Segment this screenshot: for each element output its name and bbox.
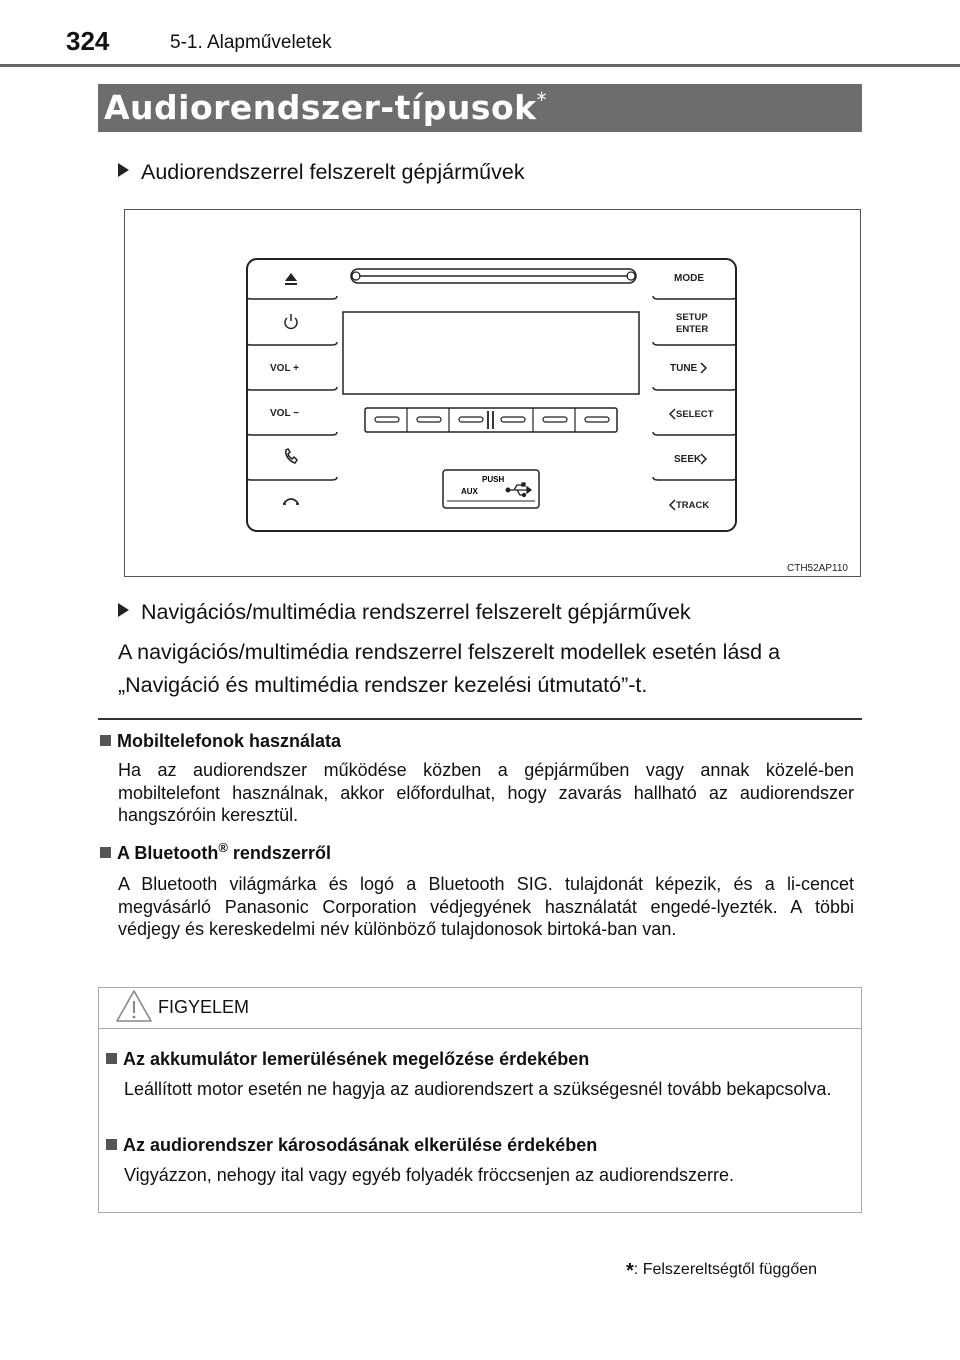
square-bullet-icon — [106, 1139, 117, 1150]
warning-item-2-heading — [106, 1135, 597, 1156]
nav-reference-line2: „Navigáció és multimédia rendszer kezelési útmutató”-t. — [118, 673, 648, 697]
mode-label: MODE — [674, 273, 704, 284]
section-title — [104, 88, 547, 127]
bluetooth-heading-pre: A Bluetooth — [117, 843, 219, 863]
vol-down-label: VOL − — [270, 408, 299, 419]
section-divider — [98, 718, 862, 720]
hang-up-icon — [283, 499, 299, 504]
page-number: 324 — [66, 26, 110, 56]
nav-reference-line1: A navigációs/multimédia rendszerrel felszerelt modellek esetén lásd a — [118, 640, 781, 664]
aux-label: AUX — [461, 487, 478, 496]
triangle-bullet-icon — [118, 603, 129, 617]
audio-unit-figure — [124, 209, 861, 577]
square-bullet-icon — [100, 847, 111, 858]
chapter-title: 5-1. Alapműveletek — [170, 32, 332, 53]
footnote-asterisk: * — [626, 1260, 634, 1282]
display-screen — [343, 312, 639, 394]
setup-label: SETUP — [676, 312, 708, 323]
preset-button-row — [365, 408, 617, 432]
enter-label: ENTER — [676, 324, 709, 335]
bullet-nav-equipped — [118, 600, 691, 625]
warning-item-1-heading-text: Az akkumulátor lemerülésének megelőzése érdekében — [123, 1049, 590, 1069]
square-bullet-icon — [100, 735, 111, 746]
bullet-audio-equipped-text: Audiorendszerrel felszerelt gépjárművek — [141, 160, 525, 184]
triangle-bullet-icon — [118, 163, 129, 177]
bullet-nav-equipped-text: Navigációs/multimédia rendszerrel felszerelt gépjárművek — [141, 600, 691, 624]
warning-header-separator — [99, 1028, 861, 1029]
seek-right-chevron-icon — [701, 454, 706, 464]
track-label: TRACK — [676, 500, 710, 511]
square-bullet-icon — [106, 1053, 117, 1064]
mobile-section-heading-text: Mobiltelefonok használata — [117, 731, 342, 751]
nav-reference-paragraph — [118, 636, 862, 702]
warning-triangle-icon — [114, 988, 154, 1024]
bluetooth-heading-post: rendszerről — [227, 843, 331, 863]
usb-icon — [506, 483, 531, 497]
footnote-text: : Felszereltségtől függően — [633, 1261, 818, 1278]
power-icon — [285, 314, 297, 328]
tune-right-chevron-icon — [701, 363, 706, 373]
warning-item-1-body: Leállított motor esetén ne hagyja az audiorendszert a szükségesnél tovább bekapcsolva. — [124, 1079, 832, 1099]
phone-icon — [286, 449, 297, 463]
footnote — [626, 1260, 817, 1283]
audio-unit-illustration — [125, 210, 860, 576]
select-label: SELECT — [676, 409, 714, 420]
vol-up-label: VOL + — [270, 363, 299, 374]
aux-push-label: PUSH — [482, 475, 505, 484]
warning-item-2-heading-text: Az audiorendszer károsodásának elkerülése érdekében — [123, 1135, 598, 1155]
mobile-section-body: Ha az audiorendszer működése közben a gépjárműben vagy annak közelé-ben mobiltelefont használnak, akkor előfordulhat, hogy zavarás hallható az audiorendszer hangszóróin keresztül. — [118, 760, 854, 825]
track-left-chevron-icon — [670, 500, 675, 510]
select-left-chevron-icon — [670, 409, 675, 419]
warning-item-2-body: Vigyázzon, nehogy ital vagy egyéb folyadék fröccsenjen az audiorendszerre. — [124, 1165, 735, 1185]
tune-label: TUNE — [670, 363, 698, 374]
seek-label: SEEK — [674, 454, 702, 465]
bullet-audio-equipped — [118, 160, 525, 185]
eject-icon — [285, 273, 297, 285]
warning-title: FIGYELEM — [158, 997, 250, 1017]
mobile-section-heading — [100, 731, 341, 752]
section-title-asterisk: * — [536, 88, 548, 112]
bluetooth-section-body: A Bluetooth világmárka és logó a Bluetooth SIG. tulajdonát képezik, és a li-cencet megvásárló Panasonic Corporation védjegyének használatát engedé-lyezték. A többi védjegy és kereskedelmi név különböző tulajdonosok birtoká-ban van. — [118, 874, 854, 939]
header-rule — [0, 64, 960, 67]
bluetooth-section-heading — [100, 840, 331, 864]
registered-mark: ® — [218, 840, 228, 855]
warning-item-1-heading — [106, 1049, 589, 1070]
figure-code: CTH52AP110 — [787, 563, 848, 574]
section-title-text: Audiorendszer-típusok — [104, 88, 537, 127]
